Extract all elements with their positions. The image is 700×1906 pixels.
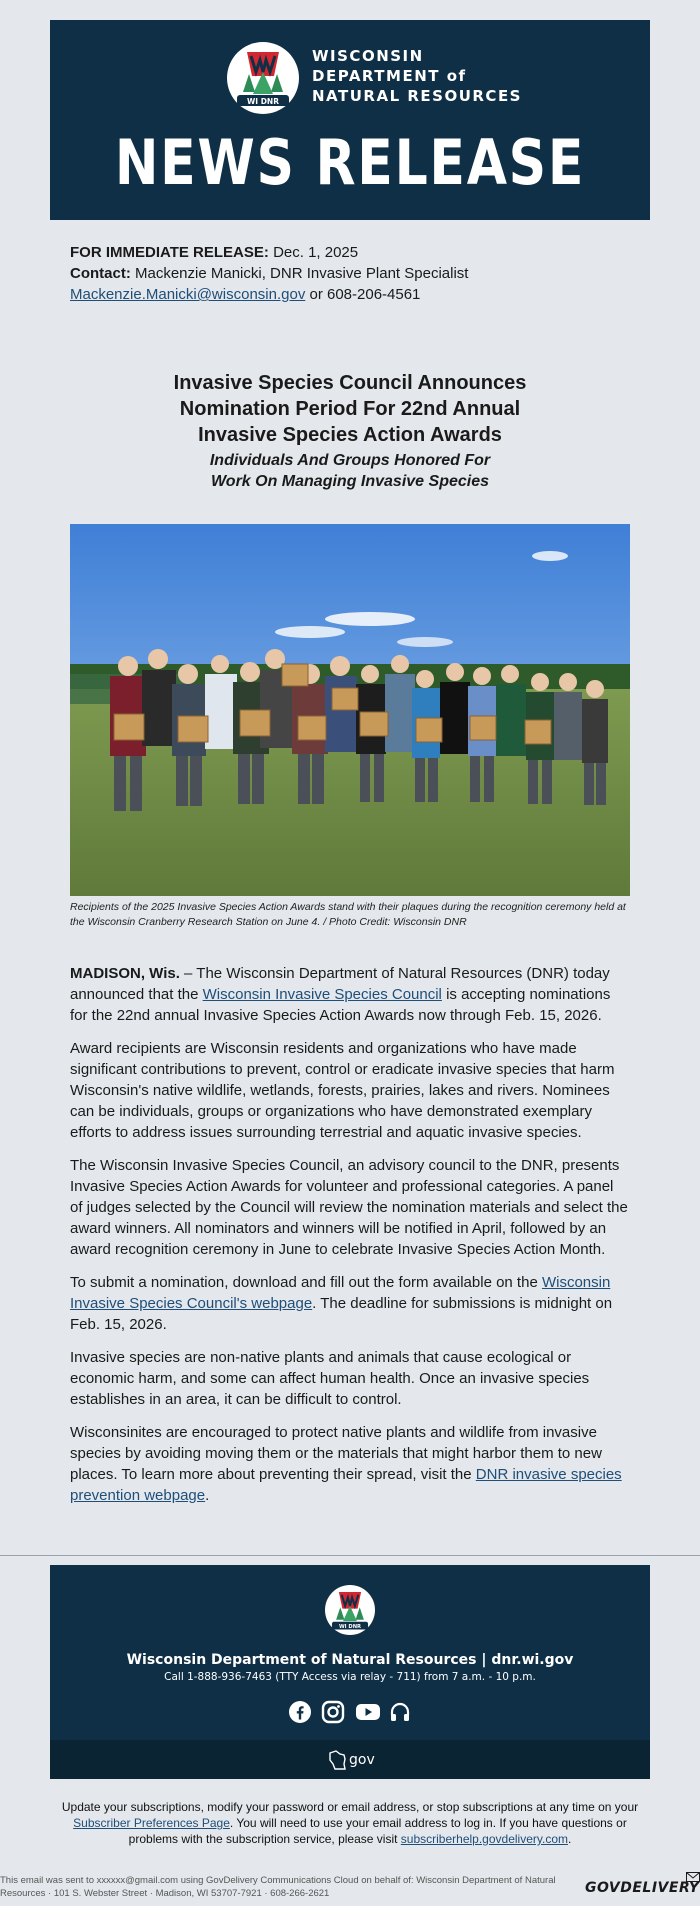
headline-line-1: Invasive Species Council Announces — [173, 372, 527, 394]
prevention-webpage-link[interactable]: DNR invasive species prevention webpage — [70, 1466, 622, 1504]
release-label: FOR IMMEDIATE RELEASE: — [70, 244, 269, 261]
wi-dnr-logo-small-icon — [325, 1585, 375, 1635]
page-title: NEWS RELEASE — [114, 126, 586, 199]
headline-line-2: Nomination Period For 22nd Annual — [179, 398, 521, 420]
subhead-line-2: Work On Managing Invasive Species — [210, 473, 489, 490]
release-meta — [70, 242, 630, 305]
paragraph-3: The Wisconsin Invasive Species Council, an advisory council to the DNR, presents Invasive Species Action Awards for volunteer and professional categories. A panel of judges selected by the Council will review the nomination materials and select the award winners. All nominators and winners will be notified in April, followed by an award recognition ceremony in June to celebrate Invasive Species Action Month. — [70, 1157, 628, 1258]
photo-caption: Recipients of the 2025 Invasive Species Action Awards stand with their plaques during the recognition ceremony held at the Wisconsin Cranberry Research Station on June 4. / Photo Credit: Wisconsin DNR — [70, 901, 626, 928]
govdelivery-logo: GOVDELIVERY — [585, 1880, 700, 1896]
wisconsin-state-outline-icon — [327, 1749, 349, 1771]
contact-name: Mackenzie Manicki, DNR Invasive Plant Specialist — [135, 265, 469, 282]
article-headline — [70, 370, 630, 448]
footer-logo-badge-text: WI DNR — [338, 1624, 362, 1631]
paragraph-6-text-a: Wisconsinites are encouraged to protect native plants and wildlife from invasive species by avoiding moving them or the materials that might harbor them to new places. To learn more about preventing their spread, visit the — [70, 1424, 602, 1483]
paragraph-4-text-a: To submit a nomination, download and fill out the form available on the — [70, 1274, 542, 1291]
subscription-text-b: . You will need to use your email address to log in. If you have questions or problems with the subscription service, please visit — [128, 1816, 627, 1846]
subscriber-help-link[interactable]: subscriberhelp.govdelivery.com — [400, 1832, 568, 1846]
invasive-species-council-link[interactable]: Wisconsin Invasive Species Council — [202, 986, 442, 1003]
subscription-text-a: Update your subscriptions, modify your password or email address, or stop subscriptions at any time on your — [61, 1800, 639, 1814]
logo-badge-text: WI DNR — [247, 97, 279, 106]
subscription-notice — [55, 1799, 645, 1847]
release-line — [70, 242, 630, 263]
award-recipients-photo — [70, 524, 630, 896]
paragraph-6-text-b: . — [205, 1487, 210, 1504]
instagram-icon[interactable] — [321, 1700, 345, 1724]
envelope-icon — [686, 1872, 700, 1882]
footer — [50, 1565, 650, 1779]
contact-phone: or 608-206-4561 — [309, 286, 421, 303]
subhead-line-1: Individuals And Groups Honored For — [209, 452, 491, 469]
article-body — [70, 963, 630, 1518]
paragraph-4-text-b: . The deadline for submissions is midnight on Feb. 15, 2026. — [70, 1295, 613, 1333]
gov-text: gov — [349, 1752, 375, 1768]
facebook-icon[interactable] — [288, 1700, 312, 1724]
wi-dnr-logo — [227, 42, 299, 114]
paragraph-1-text-b: is accepting nominations for the 22nd annual Invasive Species Action Awards now through Feb. 15, 2026. — [70, 986, 611, 1024]
dateline: MADISON, Wis. — [70, 965, 180, 982]
paragraph-2: Award recipients are Wisconsin residents and organizations who have made significant contributions to prevent, control or eradicate invasive species that harm Wisconsin's native wildlife, wetlands, forests, prairies, lakes and rivers. Nominees can be individuals, groups or organizations who have demonstrated exemplary efforts to address issues surrounding terrestrial and aquatic invasive species. — [70, 1040, 615, 1141]
article-subheadline — [70, 450, 630, 492]
email-card — [50, 20, 650, 1504]
youtube-icon[interactable] — [355, 1700, 379, 1724]
contact-line — [70, 263, 630, 284]
paragraph-4 — [70, 1272, 630, 1335]
org-line-1: WISCONSIN — [312, 47, 424, 65]
subscriber-preferences-link[interactable]: Subscriber Preferences Page — [73, 1816, 230, 1830]
podcast-icon[interactable] — [388, 1700, 412, 1724]
news-release-header — [50, 20, 650, 220]
org-wordmark — [312, 46, 522, 106]
release-date: Dec. 1, 2025 — [273, 244, 359, 261]
wi-dnr-logo-icon — [227, 42, 299, 114]
group-photo-illustration — [70, 524, 630, 896]
contact-label: Contact: — [70, 265, 131, 282]
wisconsin-gov-mark — [327, 1748, 375, 1772]
section-divider — [0, 1555, 700, 1556]
headline-line-3: Invasive Species Action Awards — [198, 424, 502, 446]
subscription-text-c: . — [567, 1832, 572, 1846]
paragraph-6 — [70, 1422, 630, 1506]
paragraph-1-text-a: – The Wisconsin Department of Natural Resources (DNR) today announced that the — [70, 965, 610, 1003]
paragraph-1 — [70, 963, 630, 1026]
footer-logo — [325, 1585, 375, 1635]
footer-org-name: Wisconsin Department of Natural Resources | dnr.wi.gov — [126, 1652, 574, 1668]
legal-notice: This email was sent to xxxxxx@gmail.com using GovDelivery Communications Cloud on behalf of: Wisconsin Department of Natural Resources · 101 S. Webster Street · Madison, WI 53707-7921 · 608-266-2621 — [0, 1875, 556, 1899]
contact-email-link[interactable]: Mackenzie.Manicki@wisconsin.gov — [70, 286, 306, 303]
paragraph-5: Invasive species are non-native plants and animals that cause ecological or economic harm, and some can affect human health. Once an invasive species establishes in an area, it can be difficult to control. — [70, 1349, 590, 1408]
org-line-2: DEPARTMENT of — [312, 67, 467, 85]
council-webpage-link[interactable]: Wisconsin Invasive Species Council's webpage — [70, 1274, 611, 1312]
footer-phone: Call 1-888-936-7463 (TTY Access via relay - 711) from 7 a.m. - 10 p.m. — [164, 1671, 536, 1683]
social-links — [288, 1700, 412, 1728]
contact-email-line — [70, 284, 630, 305]
gov-bar — [50, 1740, 650, 1779]
org-line-3: NATURAL RESOURCES — [312, 87, 522, 105]
